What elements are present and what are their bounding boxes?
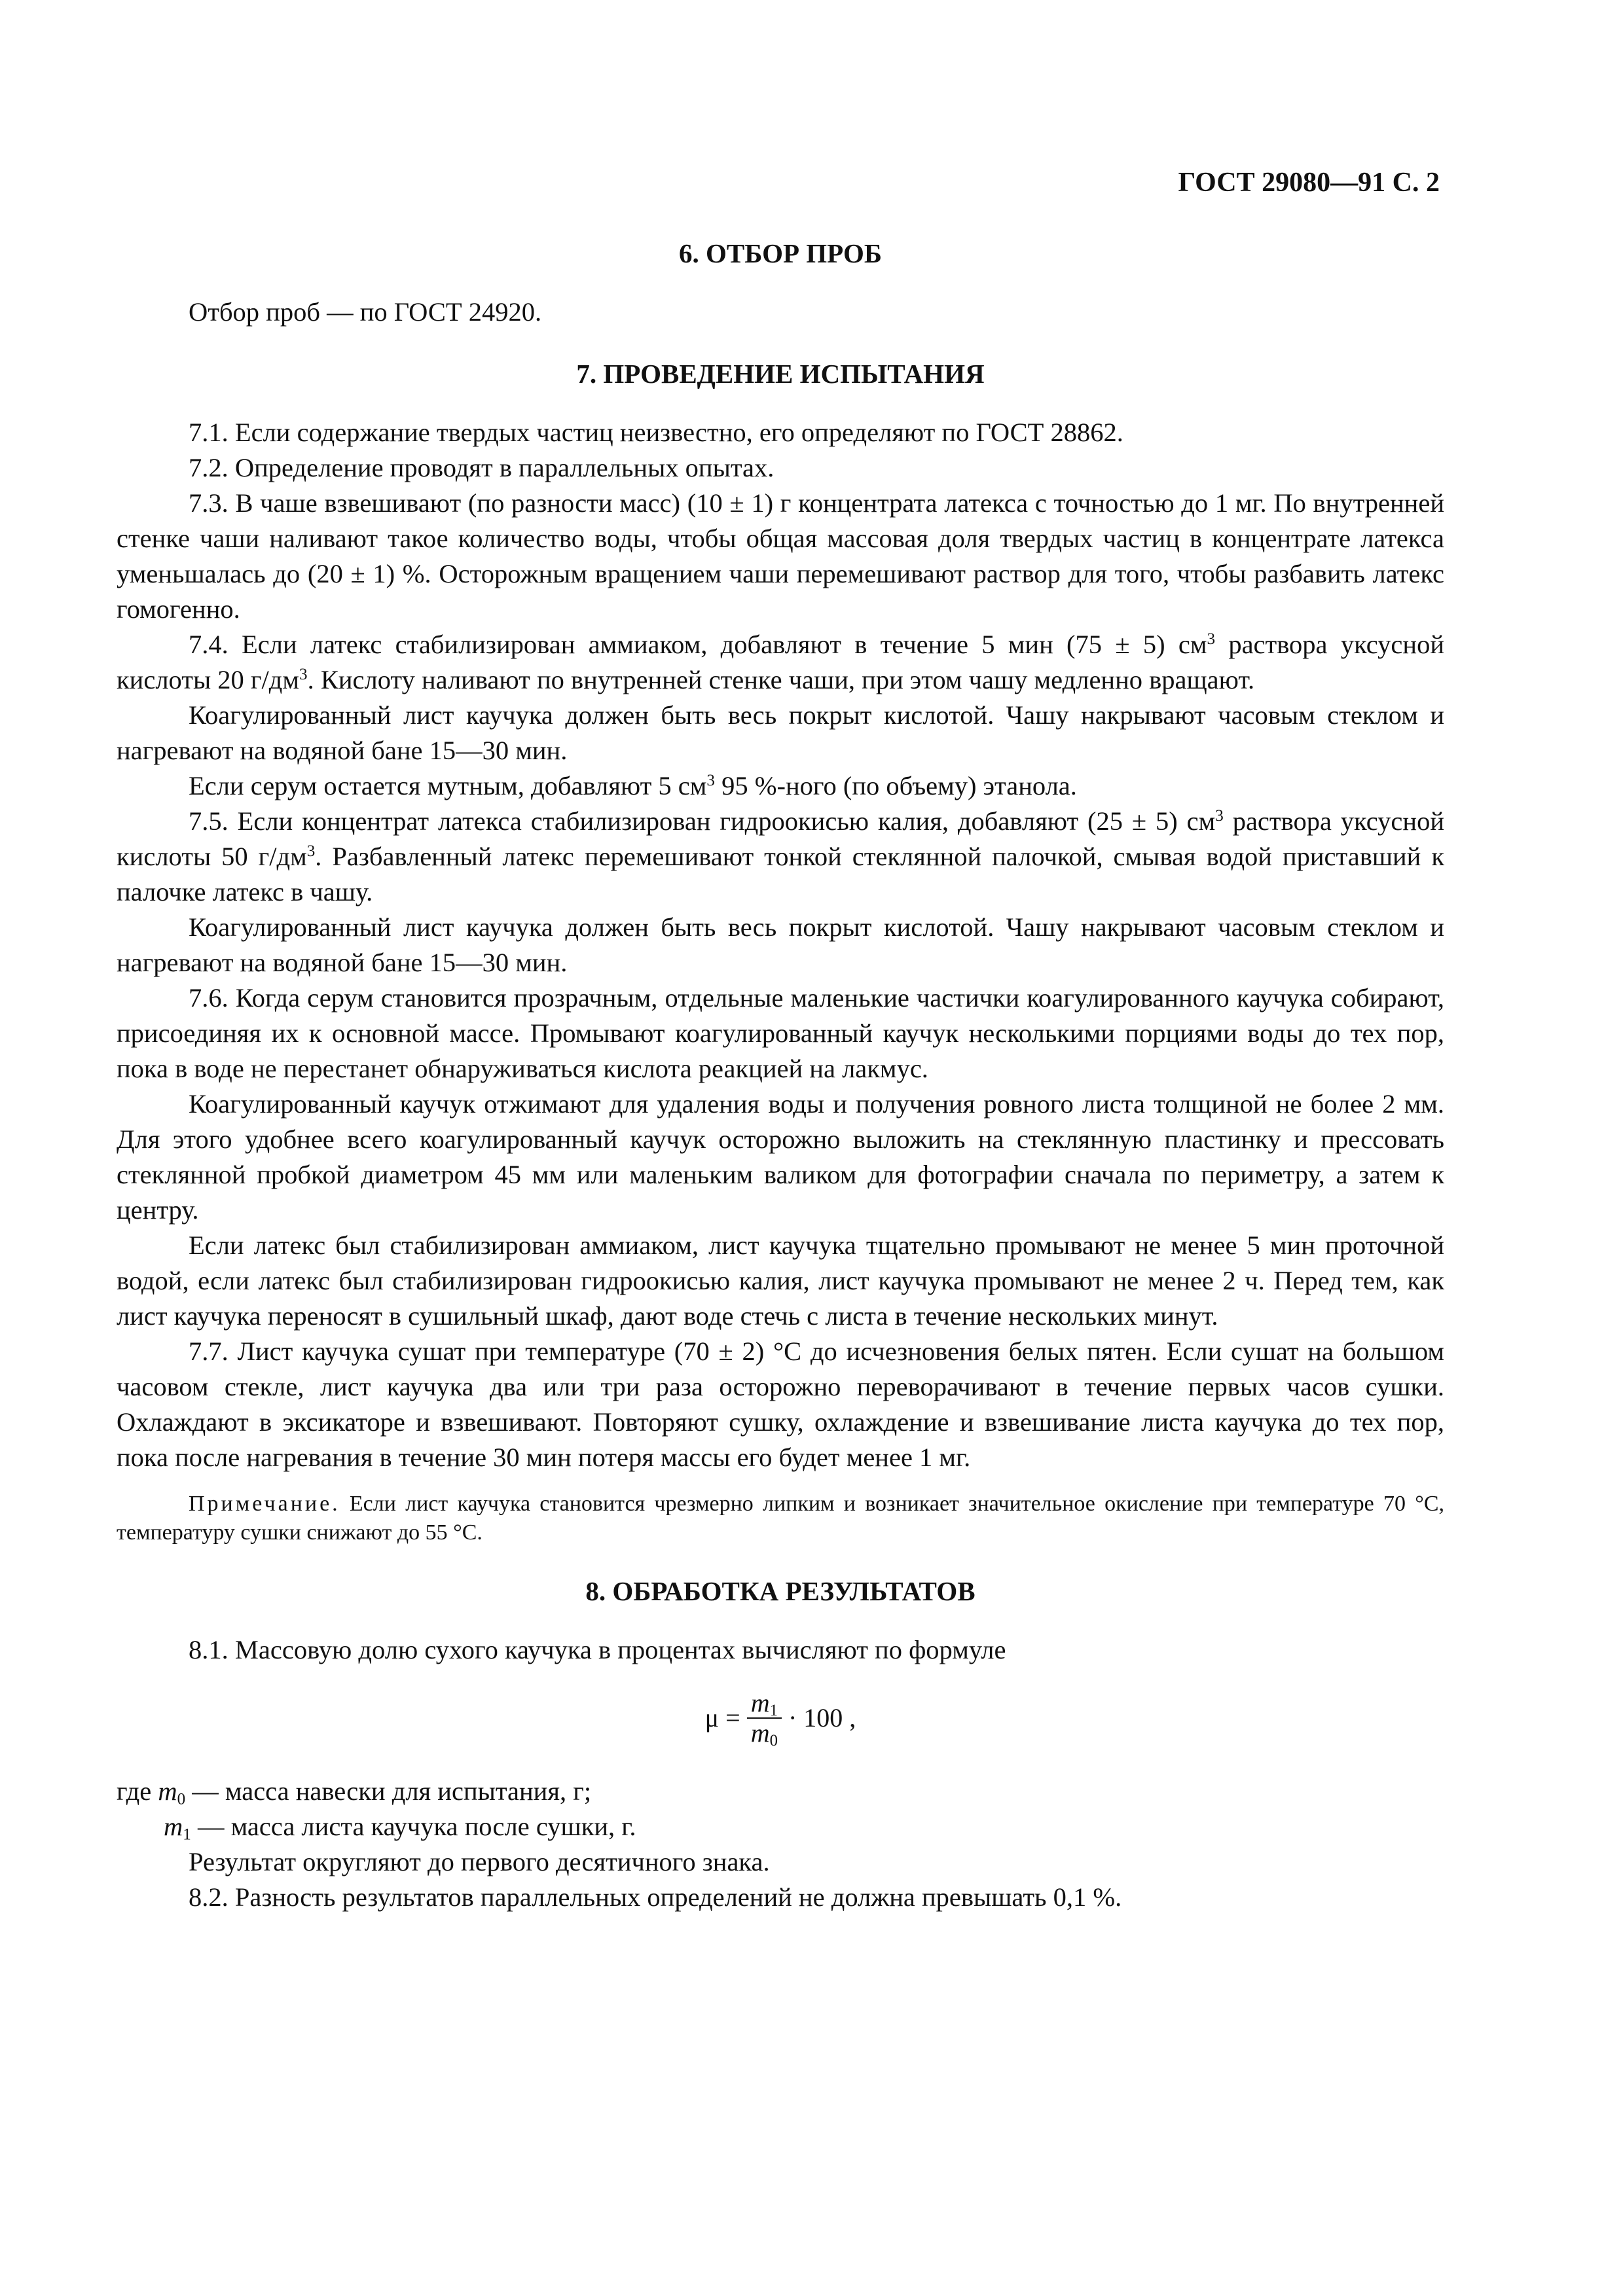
section-7-title: 7. ПРОВЕДЕНИЕ ИСПЫТАНИЯ	[576, 359, 985, 389]
para-7-3: 7.3. В чаше взвешивают (по разности масс) (10 ± 1) г концентрата латекса с точностью до 1 мг. По внутренней стенке чаши наливают такое количество воды, чтобы общая массовая доля твердых частиц в концентрате латекса уменьшалась до (20 ± 1) %. Осторожным вращением чаши перемешивают раствор для того, чтобы разбавить латекс гомогенно.	[117, 488, 1444, 624]
para-7-4-3: Если серум остается мутным, добавляют 5 $см^3$ 95 %-ного (по объему) этанола.	[189, 771, 1077, 800]
formula	[117, 1689, 1444, 1754]
para-7-6: 7.6. Когда серум становится прозрачным, отдельные маленькие частички коагулированного каучука собирают, присоединяя их к основной массе. Промывают коагулированный каучук несколькими порциями воды до тех пор, пока в воде не перестанет обнаруживаться кислота реакцией на лакмус.	[117, 983, 1444, 1083]
formula-fraction	[747, 1689, 782, 1748]
para-7-6-2: Коагулированный каучук отжимают для удаления воды и получения ровного листа толщиной не более 2 мм. Для этого удобнее всего коагулированный каучук осторожно выложить на стеклянную пластинку и прессовать стеклянной пробкой диаметром 45 мм или маленьким валиком для фотографии сначала по периметру, а затем к центру.	[117, 1089, 1444, 1225]
para-7-5: 7.5. Если концентрат латекса стабилизирован гидроокисью калия, добавляют (25 ± 5) $см^3$ раствора уксусной кислоты 50 $г/дм^3$. Разбавленный латекс перемешивают тонкой стеклянной палочкой, смывая водой приставший к палочке латекс в чашу.	[117, 806, 1444, 906]
formula-rhs: · 100 ,	[788, 1703, 856, 1732]
para-7-4: 7.4. Если латекс стабилизирован аммиаком, добавляют в течение 5 мин (75 ± 5) $см^3$ раствора уксусной кислоты 20 $г/дм^3$. Кислоту наливают по внутренней стенке чаши, при этом чашу медленно вращают.	[117, 630, 1445, 694]
where-m0: где $m_0$ — масса навески для испытания, г;	[117, 1776, 592, 1808]
para-8-1: 8.1. Массовую долю сухого каучука в процентах вычисляют по формуле	[189, 1635, 1006, 1664]
rounding-note: Результат округляют до первого десятичного знака.	[189, 1847, 770, 1876]
page-header: ГОСТ 29080—91 С. 2	[1178, 168, 1440, 198]
section-6-text: Отбор проб — по ГОСТ 24920.	[189, 297, 542, 327]
formula-denominator: $m_0$	[750, 1718, 778, 1750]
document-body	[117, 236, 1444, 1915]
section-8-title: 8. ОБРАБОТКА РЕЗУЛЬТАТОВ	[585, 1576, 976, 1606]
para-7-2: 7.2. Определение проводят в параллельных опытах.	[189, 453, 775, 482]
note-text: Если лист каучука становится чрезмерно липким и возникает значительное окисление при температуре 70 °С, температуру сушки снижают до 55 °С.	[117, 1492, 1444, 1545]
note	[117, 1490, 1444, 1547]
para-7-5-2: Коагулированный лист каучука должен быть весь покрыт кислотой. Чашу накрывают часовым стеклом и нагревают на водяной бане 15—30 мин.	[117, 912, 1444, 977]
para-7-6-3: Если латекс был стабилизирован аммиаком, лист каучука тщательно промывают не менее 5 мин проточной водой, если латекс был стабилизирован гидроокисью калия, лист каучука промывают не менее 2 ч. Перед тем, как лист каучука переносят в сушильный шкаф, дают воде стечь с листа в течение нескольких минут.	[117, 1230, 1444, 1331]
para-7-7: 7.7. Лист каучука сушат при температуре (70 ± 2) °С до исчезновения белых пятен. Если сушат на большом часовом стекле, лист каучука два или три раза осторожно переворачивают в течение первых часов сушки. Охлаждают в эксикаторе и взвешивают. Повторяют сушку, охлаждение и взвешивание листа каучука до тех пор, пока после нагревания в течение 30 мин потеря массы его будет менее 1 мг.	[117, 1336, 1444, 1472]
where-m1: $m_1$ — масса листа каучука после сушки, г.	[164, 1812, 636, 1844]
para-7-1: 7.1. Если содержание твердых частиц неизвестно, его определяют по ГОСТ 28862.	[189, 418, 1123, 447]
para-8-2: 8.2. Разность результатов параллельных определений не должна превышать 0,1 %.	[189, 1882, 1122, 1912]
para-7-4-2: Коагулированный лист каучука должен быть весь покрыт кислотой. Чашу накрывают часовым стеклом и нагревают на водяной бане 15—30 мин.	[117, 700, 1444, 765]
section-6-title: 6. ОТБОР ПРОБ	[679, 238, 882, 268]
formula-lhs: μ =	[704, 1703, 740, 1732]
formula-numerator: $m_1$	[747, 1689, 782, 1719]
note-label: Примечание.	[189, 1492, 340, 1516]
